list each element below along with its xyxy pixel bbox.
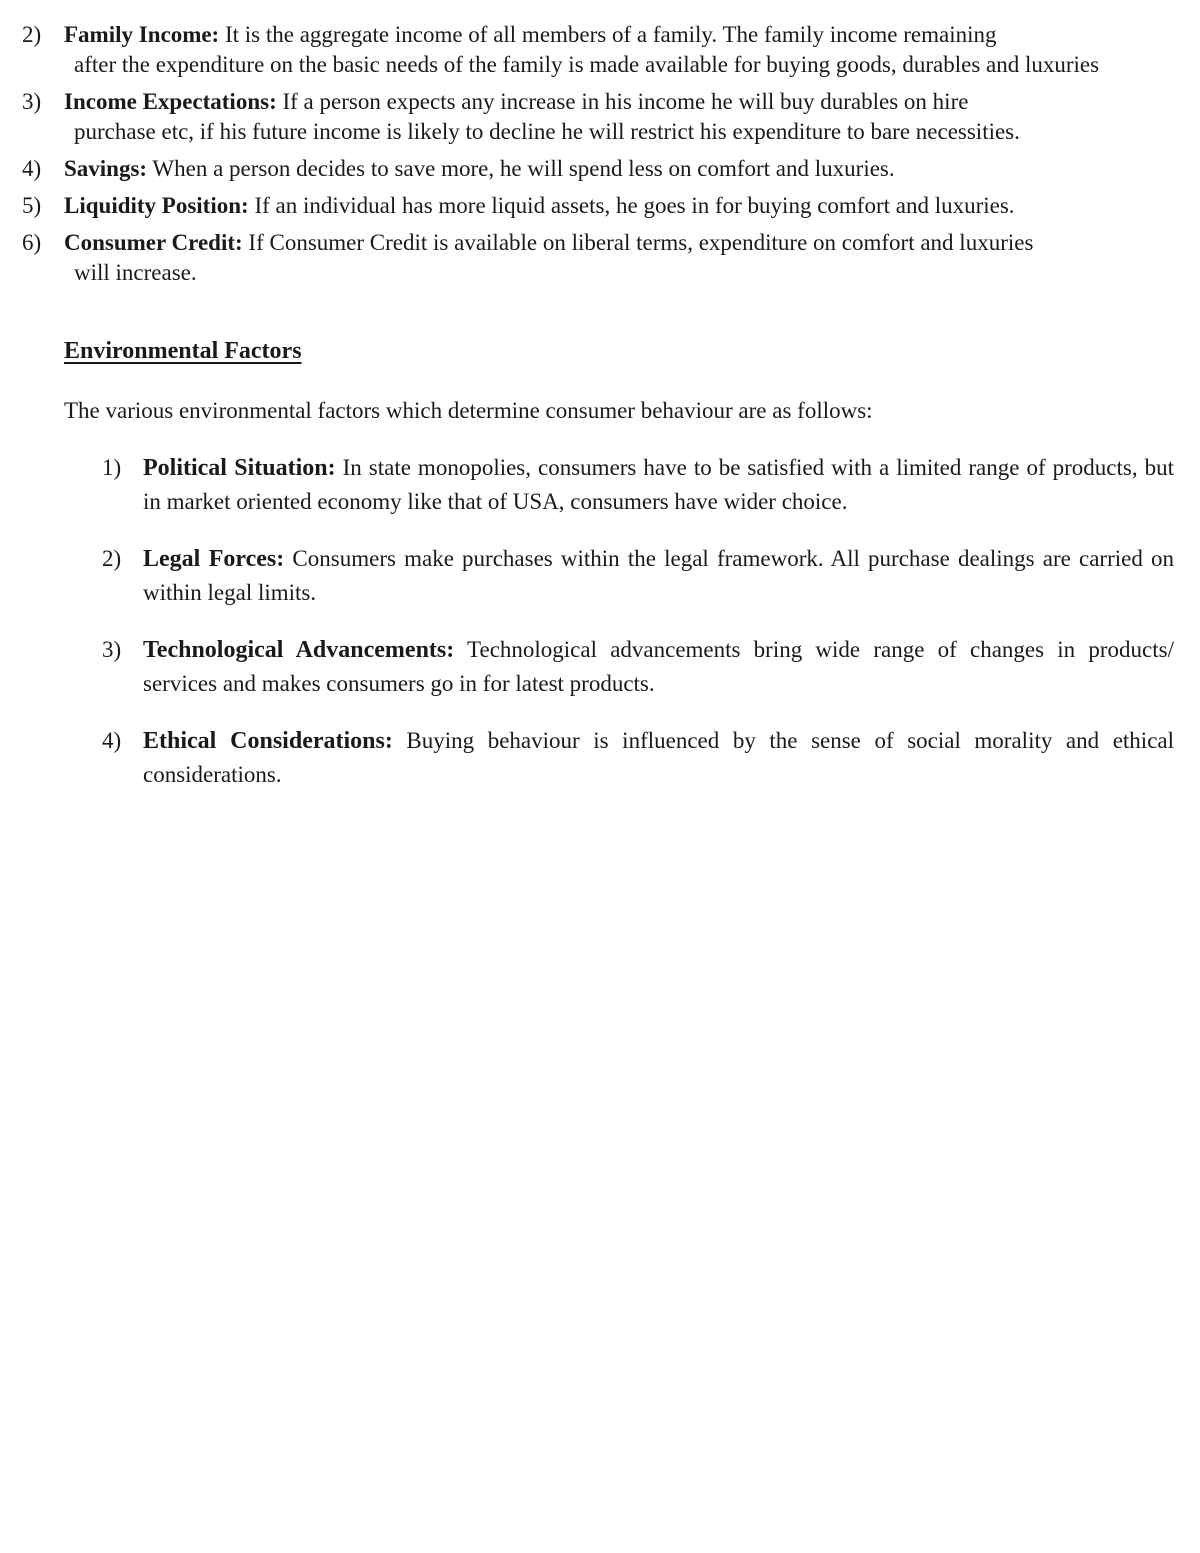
item-text: If Consumer Credit is available on liberal terms, expenditure on comfort and luxuries: [242, 230, 1034, 255]
item-term: Legal Forces:: [143, 546, 285, 572]
item-number: 4): [102, 728, 122, 753]
list-item: [22, 228, 1174, 288]
economic-factors-list: [22, 20, 1174, 295]
list-item: [102, 633, 1174, 701]
item-text: Consumers make purchases within the legal framework. All purchase dealings are carried on within legal limits.: [143, 546, 1174, 605]
section-intro: The various environmental factors which determine consumer behaviour are as follows:: [64, 398, 873, 423]
item-term: Political Situation:: [143, 455, 336, 481]
item-number: 6): [22, 230, 42, 255]
item-body: [64, 20, 1174, 50]
item-term: Liquidity Position:: [64, 193, 249, 218]
item-text: If an individual has more liquid assets, he goes in for buying comfort and luxuries.: [248, 193, 1015, 218]
list-item: [22, 191, 1174, 221]
item-term: Income Expectations:: [64, 89, 277, 114]
item-number: 2): [102, 546, 122, 571]
item-number: 2): [22, 22, 42, 47]
item-number: 5): [22, 193, 42, 218]
item-term: Family Income:: [64, 22, 220, 47]
item-number: 3): [22, 89, 42, 114]
item-text: If a person expects any increase in his income he will buy durables on hire: [276, 89, 969, 114]
item-text: In state monopolies, consumers have to be satisfied with a limited range of products, but in market oriented economy like that of USA, consumers have wider choice.: [143, 455, 1174, 514]
list-item: [22, 154, 1174, 184]
item-body: [64, 154, 1174, 184]
environmental-factors-list: [102, 451, 1174, 815]
item-number: 1): [102, 455, 122, 480]
item-text: When a person decides to save more, he will spend less on comfort and luxuries.: [147, 156, 895, 181]
list-item: [22, 20, 1174, 80]
item-term: Consumer Credit:: [64, 230, 243, 255]
item-body: [64, 228, 1174, 258]
item-term: Technological Advancements:: [143, 637, 455, 663]
list-item: [102, 542, 1174, 610]
section-heading: Environmental Factors: [64, 338, 302, 364]
list-item: [102, 451, 1174, 519]
item-continuation: purchase etc, if his future income is likely to decline he will restrict his expenditure to bare necessities.: [74, 119, 1020, 144]
item-continuation: will increase.: [74, 260, 197, 285]
item-term: Ethical Considerations:: [143, 728, 393, 754]
item-term: Savings:: [64, 156, 148, 181]
item-number: 3): [102, 637, 122, 662]
item-text: Buying behaviour is influenced by the sense of social morality and ethical considerations.: [143, 728, 1174, 787]
item-body: [64, 191, 1174, 221]
item-continuation: after the expenditure on the basic needs of the family is made available for buying goods, durables and luxuries: [74, 52, 1100, 77]
list-item: [102, 724, 1174, 792]
item-body: [64, 87, 1174, 117]
item-text: It is the aggregate income of all members of a family. The family income remaining: [219, 22, 997, 47]
list-item: [22, 87, 1174, 147]
item-number: 4): [22, 156, 42, 181]
item-text: Technological advancements bring wide range of changes in products/ services and makes consumers go in for latest products.: [143, 637, 1174, 696]
